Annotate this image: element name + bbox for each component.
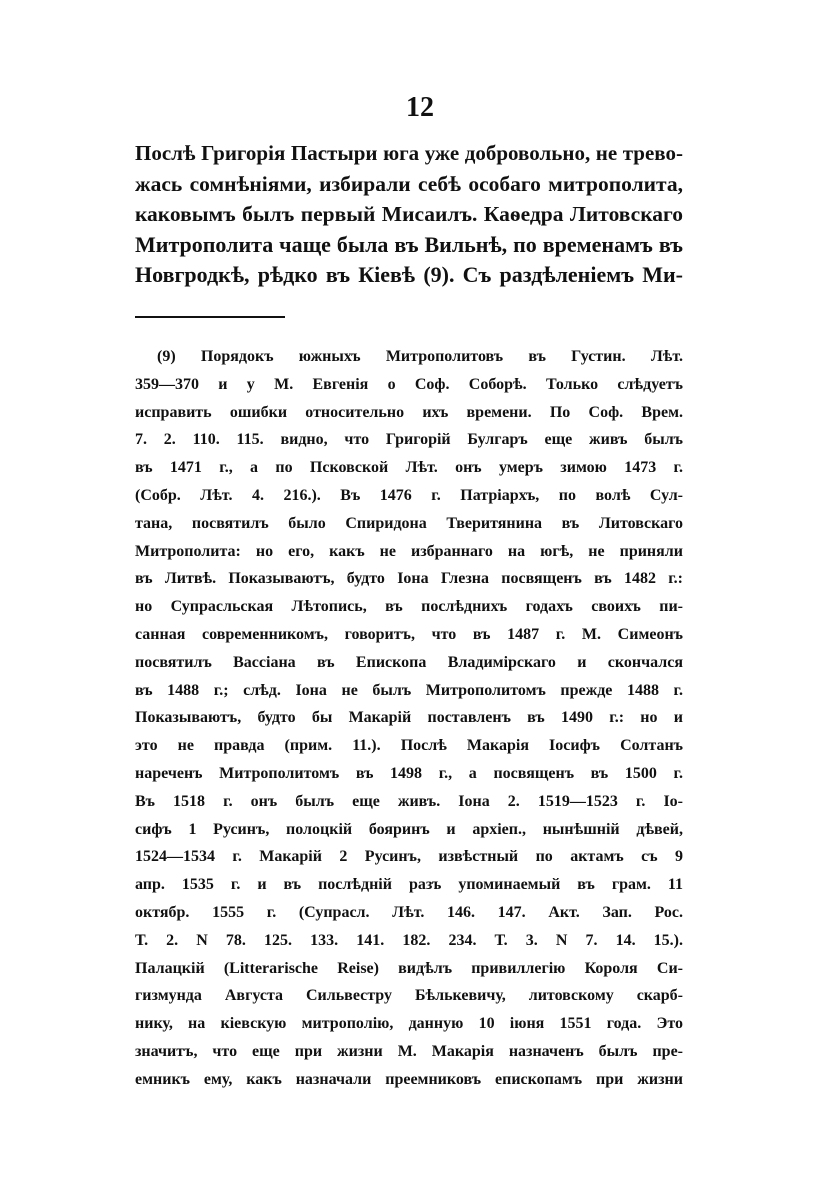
body-line: каковымъ былъ первый Мисаилъ. Каѳедра Литовскаго bbox=[135, 202, 683, 226]
footnote-line: емникъ ему, какъ назначали преемниковъ епископамъ при жизни bbox=[135, 1070, 683, 1088]
body-line: Митрополита чаще была въ Вильнѣ, по временамъ въ bbox=[135, 231, 683, 257]
footnote-line: санная современникомъ, говоритъ, что въ 1487 г. М. Симеонъ bbox=[135, 625, 683, 643]
main-paragraph bbox=[135, 138, 683, 291]
footnote-line: нику, на кіевскую митрополію, данную 10 іюня 1551 года. Это bbox=[135, 1015, 683, 1033]
footnote-line: въ 1488 г.; слѣд. Іона не былъ Митрополитомъ прежде 1488 г. bbox=[135, 681, 683, 699]
footnote-line: Митрополита: но его, какъ не избраннаго на югѣ, не приняли bbox=[135, 542, 683, 560]
footnote-line: въ 1471 г., а по Псковской Лѣт. онъ умеръ зимою 1473 г. bbox=[135, 459, 683, 477]
footnote-line: тана, посвятилъ было Спиридона Тверитянина въ Литовскаго bbox=[135, 514, 683, 532]
footnote-line: 7. 2. 110. 115. видно, что Григорій Булгаръ еще живъ былъ bbox=[135, 431, 683, 449]
page-number: 12 bbox=[406, 92, 434, 123]
footnote-line: значитъ, что еще при жизни М. Макарія назначенъ былъ пре- bbox=[135, 1042, 683, 1060]
footnote-line: (9) Порядокъ южныхъ Митрополитовъ въ Густин. Лѣт. bbox=[157, 348, 683, 365]
footnote-line: но Супрасльская Лѣтопись, въ послѣднихъ годахъ своихъ пи- bbox=[135, 598, 683, 616]
footnote-line: посвятилъ Вассіана въ Епископа Владимірскаго и скончался bbox=[135, 653, 683, 671]
footnote-line: Т. 2. N 78. 125. 133. 141. 182. 234. Т. 3. N 7. 14. 15.). bbox=[135, 931, 683, 949]
footnote-line: 1524—1534 г. Макарій 2 Русинъ, извѣстный по актамъ съ 9 bbox=[135, 848, 683, 866]
footnote-block bbox=[135, 343, 683, 1094]
footnote-line: гизмунда Августа Сильвестру Бѣлькевичу, литовскому скарб- bbox=[135, 987, 683, 1005]
body-line: Новгродкѣ, рѣдко въ Кіевѣ (9). Съ раздѣленіемъ Ми- bbox=[135, 262, 683, 287]
footnote-line: Палацкій (Litterarische Reise) видѣлъ привиллегію Короля Си- bbox=[135, 959, 683, 977]
footnote-line: апр. 1535 г. и въ послѣдній разъ упоминаемый въ грам. 11 bbox=[135, 876, 683, 894]
footnote-line: сифъ 1 Русинъ, полоцкій бояринъ и архіеп., нынѣшній дѣвей, bbox=[135, 820, 683, 838]
body-line: жась сомнѣніями, избирали себѣ особаго митрополита, bbox=[135, 171, 683, 196]
footnote-line: въ Литвѣ. Показываютъ, будто Іона Глезна посвященъ въ 1482 г.: bbox=[135, 570, 683, 588]
footnote-line: нареченъ Митрополитомъ въ 1498 г., а посвященъ въ 1500 г. bbox=[135, 764, 683, 782]
footnote-line: 359—370 и у М. Евгенія о Соф. Соборѣ. Только слѣдуетъ bbox=[135, 375, 683, 393]
footnote-line: октябр. 1555 г. (Супрасл. Лѣт. 146. 147. Акт. Зап. Рос. bbox=[135, 903, 683, 921]
footnote-separator-rule bbox=[135, 316, 285, 318]
footnote-line: (Собр. Лѣт. 4. 216.). Въ 1476 г. Патріархъ, по волѣ Сул- bbox=[135, 486, 683, 504]
footnote-line: Въ 1518 г. онъ былъ еще живъ. Іона 2. 1519—1523 г. Іо- bbox=[135, 792, 683, 810]
footnote-line: Показываютъ, будто бы Макарій поставленъ въ 1490 г.: но и bbox=[135, 709, 683, 727]
footnote-line: это не правда (прим. 11.). Послѣ Макарія Іосифъ Солтанъ bbox=[135, 737, 683, 755]
body-line: Послѣ Григорія Пастыри юга уже добровольно, не трево- bbox=[135, 141, 683, 165]
footnote-line: исправить ошибки относительно ихъ времени. По Соф. Врем. bbox=[135, 403, 683, 421]
